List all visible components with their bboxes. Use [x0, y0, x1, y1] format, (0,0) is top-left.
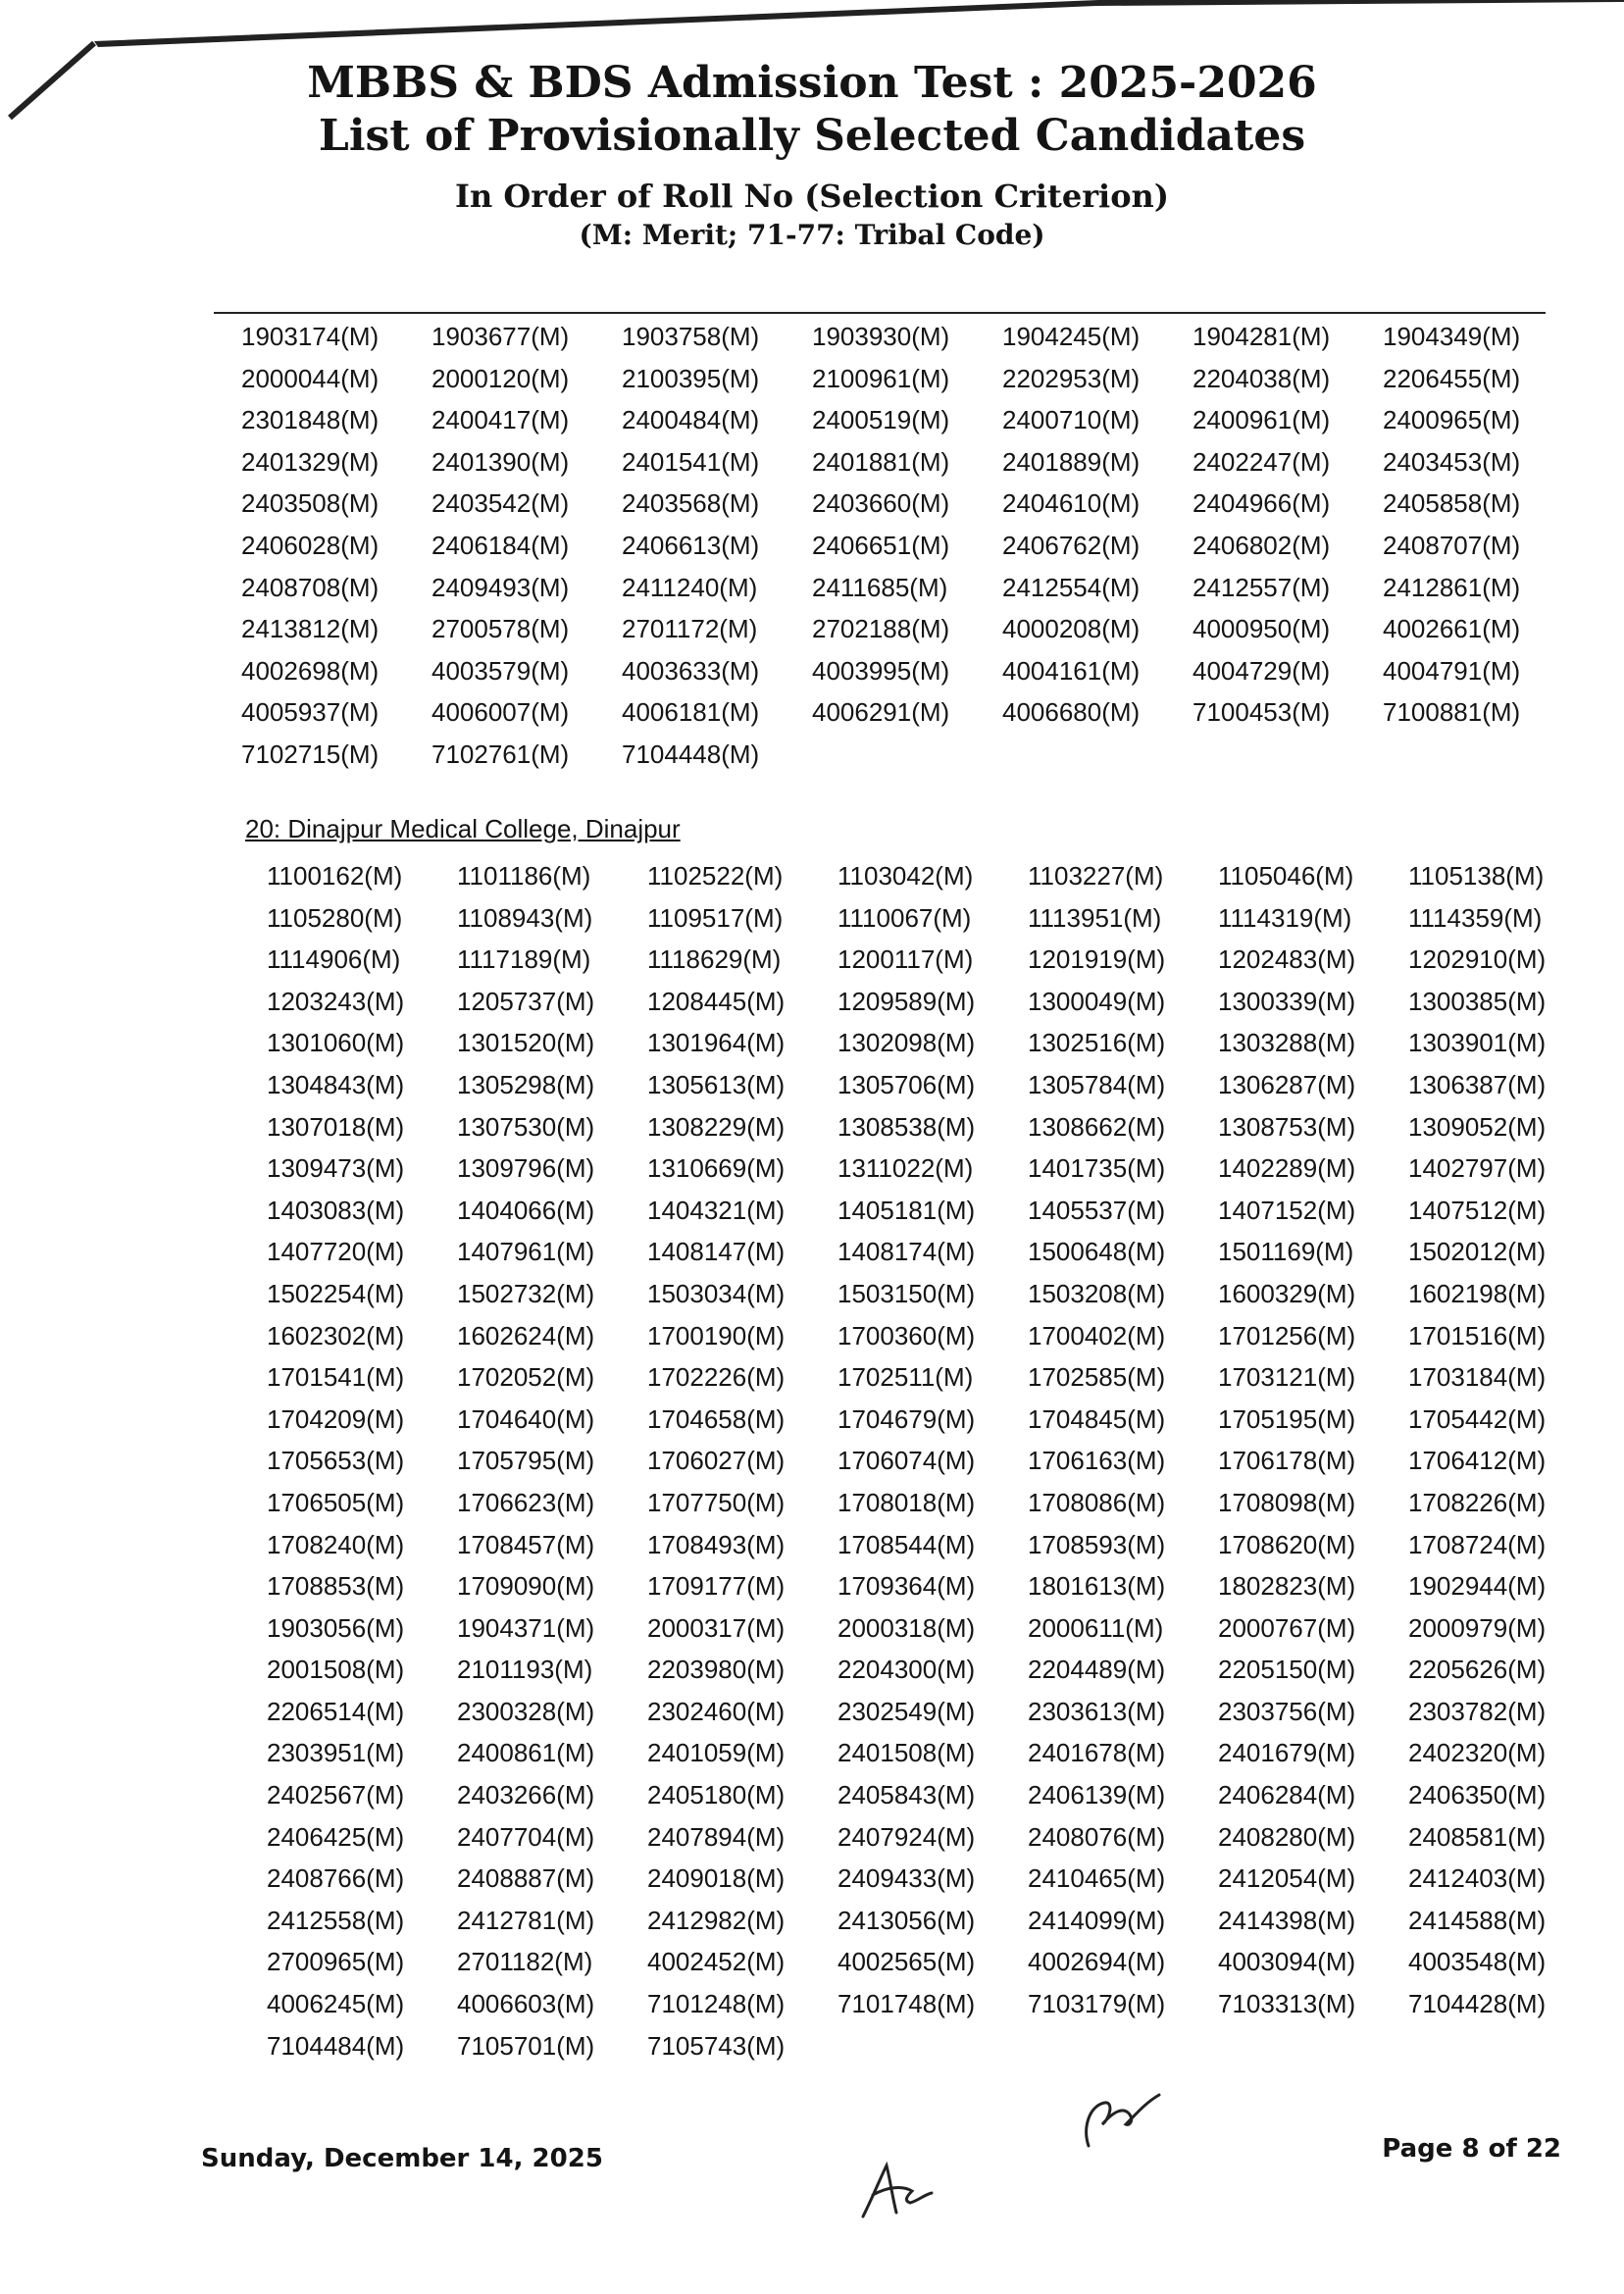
roll-number: 1300339(M)	[1218, 986, 1356, 1016]
roll-number: 1302516(M)	[1028, 1028, 1166, 1058]
roll-number: 1105280(M)	[267, 902, 403, 933]
roll-number: 1602624(M)	[457, 1320, 595, 1351]
roll-number: 2206514(M)	[267, 1696, 405, 1726]
roll-number: 1408174(M)	[837, 1237, 976, 1267]
roll-number: 2400417(M)	[431, 405, 570, 435]
roll-number: 1118629(M)	[647, 944, 782, 975]
roll-number: 4004791(M)	[1383, 655, 1521, 686]
roll-number: 1503150(M)	[837, 1278, 976, 1308]
roll-number: 2400710(M)	[1002, 405, 1141, 435]
roll-number: 1708226(M)	[1408, 1487, 1547, 1517]
roll-number: 4003548(M)	[1408, 1947, 1547, 1977]
roll-number: 2000318(M)	[837, 1612, 976, 1643]
roll-number: 1904349(M)	[1383, 322, 1521, 351]
roll-number: 1401735(M)	[1028, 1153, 1166, 1184]
roll-number: 2403660(M)	[812, 488, 950, 519]
roll-number: 2406284(M)	[1218, 1780, 1356, 1810]
roll-number: 7105743(M)	[647, 2030, 786, 2061]
roll-number: 2402567(M)	[267, 1780, 405, 1810]
roll-number: 4000208(M)	[1002, 614, 1141, 644]
roll-number: 2302549(M)	[837, 1696, 976, 1726]
roll-number: 4002698(M)	[241, 655, 380, 686]
roll-number: 2407704(M)	[457, 1821, 595, 1852]
roll-number: 1306387(M)	[1408, 1069, 1547, 1099]
roll-number: 2406028(M)	[241, 530, 380, 560]
roll-number: 1502254(M)	[267, 1278, 405, 1308]
roll-number: 2401541(M)	[622, 446, 760, 477]
roll-number: 1503034(M)	[647, 1278, 786, 1308]
roll-number: 2409493(M)	[431, 572, 570, 602]
code-legend: (M: Merit; 71-77: Tribal Code)	[579, 219, 1045, 252]
roll-number: 2405858(M)	[1383, 488, 1521, 519]
roll-number: 1110067(M)	[837, 902, 972, 933]
roll-number: 7100881(M)	[1383, 697, 1521, 728]
roll-number: 1203243(M)	[267, 986, 405, 1016]
roll-number: 1306287(M)	[1218, 1069, 1356, 1099]
roll-number: 2405180(M)	[647, 1780, 786, 1810]
roll-number: 2414398(M)	[1218, 1905, 1356, 1935]
roll-number: 1307530(M)	[457, 1111, 595, 1142]
roll-number: 1706027(M)	[647, 1446, 786, 1476]
roll-number: 1707750(M)	[647, 1487, 786, 1517]
roll-number: 1402289(M)	[1218, 1153, 1356, 1184]
roll-number: 2401059(M)	[647, 1738, 786, 1768]
roll-number: 2303756(M)	[1218, 1696, 1356, 1726]
roll-number: 2204038(M)	[1193, 363, 1331, 393]
roll-number: 1105046(M)	[1218, 861, 1354, 891]
roll-number: 1801613(M)	[1028, 1571, 1166, 1602]
roll-number: 2301848(M)	[241, 405, 380, 435]
roll-number: 1705653(M)	[267, 1446, 405, 1476]
roll-number: 1702052(M)	[457, 1362, 595, 1393]
roll-number: 2202953(M)	[1002, 363, 1141, 393]
roll-number: 2406425(M)	[267, 1821, 405, 1852]
roll-number: 1103227(M)	[1028, 861, 1164, 891]
roll-number: 1708493(M)	[647, 1529, 786, 1559]
roll-number: 4006680(M)	[1002, 697, 1141, 728]
page-number: Page 8 of 22	[1382, 2134, 1561, 2164]
roll-number: 2101193(M)	[457, 1655, 593, 1685]
roll-number: 2401881(M)	[812, 446, 950, 477]
roll-number: 2414099(M)	[1028, 1905, 1166, 1935]
roll-number: 1305298(M)	[457, 1069, 595, 1099]
roll-number: 4006291(M)	[812, 697, 950, 728]
roll-number: 4002694(M)	[1028, 1947, 1166, 1977]
footer-date: Sunday, December 14, 2025	[201, 2144, 603, 2173]
roll-number: 1703184(M)	[1408, 1362, 1547, 1393]
roll-number: 1502012(M)	[1408, 1237, 1547, 1267]
roll-number: 1706074(M)	[837, 1446, 976, 1476]
roll-number: 1903758(M)	[622, 322, 760, 351]
roll-number: 2408707(M)	[1383, 530, 1521, 560]
roll-number: 1309052(M)	[1408, 1111, 1547, 1142]
roll-number: 4006603(M)	[457, 1989, 595, 2019]
roll-number: 1902944(M)	[1408, 1571, 1547, 1602]
roll-number: 2401329(M)	[241, 446, 380, 477]
roll-number: 2300328(M)	[457, 1696, 595, 1726]
roll-number: 4002661(M)	[1383, 614, 1521, 644]
roll-number: 4002565(M)	[837, 1947, 976, 1977]
roll-number: 1602302(M)	[267, 1320, 405, 1351]
roll-number: 2100961(M)	[812, 363, 950, 393]
roll-number: 2401390(M)	[431, 446, 570, 477]
roll-number: 1308753(M)	[1218, 1111, 1356, 1142]
roll-number: 1708620(M)	[1218, 1529, 1356, 1559]
roll-number: 1200117(M)	[837, 944, 974, 975]
roll-number: 1307018(M)	[267, 1111, 405, 1142]
subtitle: In Order of Roll No (Selection Criterion)	[455, 178, 1169, 216]
roll-number: 1308662(M)	[1028, 1111, 1166, 1142]
roll-number: 1705795(M)	[457, 1446, 595, 1476]
roll-number: 4004161(M)	[1002, 655, 1141, 686]
roll-number: 2700578(M)	[431, 614, 570, 644]
roll-number: 1903056(M)	[267, 1612, 405, 1643]
roll-number: 1704209(M)	[267, 1403, 405, 1434]
roll-number: 1105138(M)	[1408, 861, 1545, 891]
roll-number: 1114906(M)	[267, 944, 401, 975]
roll-number: 2400861(M)	[457, 1738, 595, 1768]
roll-number: 1404066(M)	[457, 1195, 595, 1225]
roll-number: 1706505(M)	[267, 1487, 405, 1517]
roll-number: 1903930(M)	[812, 322, 950, 351]
roll-number: 2700965(M)	[267, 1947, 405, 1977]
roll-number: 1309473(M)	[267, 1153, 405, 1184]
roll-number: 2409018(M)	[647, 1863, 786, 1894]
roll-number: 2203980(M)	[647, 1655, 786, 1685]
roll-number: 2406350(M)	[1408, 1780, 1547, 1810]
roll-number: 1702511(M)	[837, 1362, 974, 1393]
roll-number: 2100395(M)	[622, 363, 760, 393]
roll-number: 1402797(M)	[1408, 1153, 1547, 1184]
roll-number: 1708457(M)	[457, 1529, 595, 1559]
roll-number: 2412861(M)	[1383, 572, 1521, 602]
roll-number: 4002452(M)	[647, 1947, 786, 1977]
roll-number: 4003579(M)	[431, 655, 570, 686]
roll-number: 1301964(M)	[647, 1028, 786, 1058]
document-header	[0, 57, 1624, 251]
roll-number: 2400519(M)	[812, 405, 950, 435]
roll-number: 1208445(M)	[647, 986, 786, 1016]
roll-number: 2000120(M)	[431, 363, 570, 393]
roll-number: 1705195(M)	[1218, 1403, 1356, 1434]
roll-number: 2000044(M)	[241, 363, 380, 393]
roll-number: 2412781(M)	[457, 1905, 595, 1935]
roll-number: 1305706(M)	[837, 1069, 976, 1099]
roll-number: 1301520(M)	[457, 1028, 595, 1058]
roll-number: 2409433(M)	[837, 1863, 976, 1894]
roll-number: 1114359(M)	[1408, 902, 1543, 933]
roll-number: 2412558(M)	[267, 1905, 405, 1935]
roll-number: 7101248(M)	[647, 1989, 786, 2019]
roll-number: 2412554(M)	[1002, 572, 1141, 602]
roll-number: 2414588(M)	[1408, 1905, 1547, 1935]
roll-number: 1708593(M)	[1028, 1529, 1166, 1559]
roll-number: 1202910(M)	[1408, 944, 1547, 975]
roll-number: 1700402(M)	[1028, 1320, 1166, 1351]
roll-number: 1305784(M)	[1028, 1069, 1166, 1099]
roll-number: 1802823(M)	[1218, 1571, 1356, 1602]
roll-number: 1300049(M)	[1028, 986, 1166, 1016]
roll-number: 1704640(M)	[457, 1403, 595, 1434]
roll-number: 1600329(M)	[1218, 1278, 1356, 1308]
roll-number: 1302098(M)	[837, 1028, 976, 1058]
roll-number: 2303782(M)	[1408, 1696, 1547, 1726]
roll-number: 2412557(M)	[1193, 572, 1331, 602]
roll-number: 2205626(M)	[1408, 1655, 1547, 1685]
roll-number: 1903677(M)	[431, 322, 570, 351]
roll-number: 1103042(M)	[837, 861, 974, 891]
roll-number: 2406184(M)	[431, 530, 570, 560]
roll-number: 4004729(M)	[1193, 655, 1331, 686]
roll-number: 2001508(M)	[267, 1655, 405, 1685]
roll-number: 1305613(M)	[647, 1069, 786, 1099]
roll-number: 1701541(M)	[267, 1362, 405, 1393]
roll-grid-dinajpur	[267, 855, 1599, 2066]
roll-number: 2404610(M)	[1002, 488, 1141, 519]
roll-number: 7104428(M)	[1408, 1989, 1547, 2019]
roll-number: 1407720(M)	[267, 1237, 405, 1267]
roll-number: 2204300(M)	[837, 1655, 976, 1685]
roll-number: 1700360(M)	[837, 1320, 976, 1351]
roll-number: 2302460(M)	[647, 1696, 786, 1726]
roll-number: 2403508(M)	[241, 488, 380, 519]
title-line-2: List of Provisionally Selected Candidates	[318, 110, 1306, 161]
roll-number: 2406762(M)	[1002, 530, 1141, 560]
signature-1	[1075, 2089, 1173, 2158]
roll-number: 1300385(M)	[1408, 986, 1547, 1016]
roll-number: 1407961(M)	[457, 1237, 595, 1267]
roll-number: 7105701(M)	[457, 2030, 595, 2061]
college-heading: 20: Dinajpur Medical College, Dinajpur	[245, 814, 681, 843]
roll-grid-previous-college	[241, 316, 1573, 776]
roll-number: 1700190(M)	[647, 1320, 786, 1351]
roll-number: 1709177(M)	[647, 1571, 786, 1602]
roll-number: 4005937(M)	[241, 697, 380, 728]
roll-number: 1201919(M)	[1028, 944, 1166, 975]
roll-number: 4006245(M)	[267, 1989, 405, 2019]
roll-number: 1301060(M)	[267, 1028, 405, 1058]
roll-number: 2402247(M)	[1193, 446, 1331, 477]
roll-number: 1308538(M)	[837, 1111, 976, 1142]
roll-number: 1311022(M)	[837, 1153, 974, 1184]
roll-number: 1309796(M)	[457, 1153, 595, 1184]
roll-number: 1109517(M)	[647, 902, 784, 933]
roll-number: 2411685(M)	[812, 572, 948, 602]
roll-number: 1303901(M)	[1408, 1028, 1547, 1058]
roll-number: 2400965(M)	[1383, 405, 1521, 435]
roll-number: 1704658(M)	[647, 1403, 786, 1434]
roll-number: 2412054(M)	[1218, 1863, 1356, 1894]
roll-number: 1708086(M)	[1028, 1487, 1166, 1517]
roll-number: 1602198(M)	[1408, 1278, 1547, 1308]
roll-number: 2702188(M)	[812, 614, 950, 644]
roll-number: 1408147(M)	[647, 1237, 786, 1267]
roll-number: 1405181(M)	[837, 1195, 976, 1225]
roll-number: 1708018(M)	[837, 1487, 976, 1517]
roll-number: 1704845(M)	[1028, 1403, 1166, 1434]
roll-number: 7104448(M)	[622, 739, 760, 769]
roll-number: 2206455(M)	[1383, 363, 1521, 393]
roll-number: 1708724(M)	[1408, 1529, 1547, 1559]
roll-number: 2404966(M)	[1193, 488, 1331, 519]
roll-number: 7101748(M)	[837, 1989, 976, 2019]
roll-number: 7102715(M)	[241, 739, 380, 769]
roll-number: 2403266(M)	[457, 1780, 595, 1810]
roll-number: 1702226(M)	[647, 1362, 786, 1393]
roll-number: 4006007(M)	[431, 697, 570, 728]
roll-number: 2303613(M)	[1028, 1696, 1166, 1726]
roll-number: 1407152(M)	[1218, 1195, 1356, 1225]
roll-number: 1903174(M)	[241, 322, 380, 351]
roll-number: 1303288(M)	[1218, 1028, 1356, 1058]
roll-number: 2403453(M)	[1383, 446, 1521, 477]
roll-number: 2000767(M)	[1218, 1612, 1356, 1643]
roll-number: 1404321(M)	[647, 1195, 786, 1225]
roll-number: 1904245(M)	[1002, 322, 1141, 351]
roll-number: 1904371(M)	[457, 1612, 595, 1643]
roll-number: 7104484(M)	[267, 2030, 405, 2061]
roll-number: 1706412(M)	[1408, 1446, 1547, 1476]
roll-number: 1407512(M)	[1408, 1195, 1547, 1225]
roll-number: 7103179(M)	[1028, 1989, 1166, 2019]
roll-number: 1114319(M)	[1218, 902, 1352, 933]
roll-number: 1502732(M)	[457, 1278, 595, 1308]
roll-number: 1708853(M)	[267, 1571, 405, 1602]
roll-number: 2403542(M)	[431, 488, 570, 519]
roll-number: 1209589(M)	[837, 986, 976, 1016]
roll-number: 2408076(M)	[1028, 1821, 1166, 1852]
roll-number: 1705442(M)	[1408, 1403, 1547, 1434]
header-rule	[214, 312, 1546, 314]
roll-number: 2701172(M)	[622, 614, 758, 644]
roll-number: 1202483(M)	[1218, 944, 1356, 975]
roll-number: 2405843(M)	[837, 1780, 976, 1810]
roll-number: 7103313(M)	[1218, 1989, 1356, 2019]
roll-number: 2401889(M)	[1002, 446, 1141, 477]
roll-number: 2406802(M)	[1193, 530, 1331, 560]
roll-number: 1706163(M)	[1028, 1446, 1166, 1476]
roll-number: 1904281(M)	[1193, 322, 1331, 351]
roll-number: 2413056(M)	[837, 1905, 976, 1935]
roll-number: 1308229(M)	[647, 1111, 786, 1142]
roll-number: 1701256(M)	[1218, 1320, 1356, 1351]
roll-number: 2408887(M)	[457, 1863, 595, 1894]
roll-number: 2406651(M)	[812, 530, 950, 560]
roll-number: 2407924(M)	[837, 1821, 976, 1852]
roll-number: 1706623(M)	[457, 1487, 595, 1517]
roll-number: 2400961(M)	[1193, 405, 1331, 435]
title-line-1: MBBS & BDS Admission Test : 2025-2026	[307, 58, 1317, 108]
roll-number: 1501169(M)	[1218, 1237, 1354, 1267]
roll-number: 2408280(M)	[1218, 1821, 1356, 1852]
roll-number: 1503208(M)	[1028, 1278, 1166, 1308]
roll-number: 1403083(M)	[267, 1195, 405, 1225]
roll-number: 2408766(M)	[267, 1863, 405, 1894]
roll-number: 1706178(M)	[1218, 1446, 1356, 1476]
roll-number: 1102522(M)	[647, 861, 784, 891]
roll-number: 1708098(M)	[1218, 1487, 1356, 1517]
roll-number: 1704679(M)	[837, 1403, 976, 1434]
roll-number: 4006181(M)	[622, 697, 760, 728]
roll-number: 2401508(M)	[837, 1738, 976, 1768]
roll-number: 1304843(M)	[267, 1069, 405, 1099]
roll-number: 1703121(M)	[1218, 1362, 1356, 1393]
roll-number: 1101186(M)	[457, 861, 591, 891]
roll-number: 1310669(M)	[647, 1153, 786, 1184]
roll-number: 2408708(M)	[241, 572, 380, 602]
roll-number: 1117189(M)	[457, 944, 591, 975]
roll-number: 2410465(M)	[1028, 1863, 1166, 1894]
roll-number: 2406139(M)	[1028, 1780, 1166, 1810]
roll-number: 2412982(M)	[647, 1905, 786, 1935]
signature-2	[853, 2158, 941, 2226]
roll-number: 7102761(M)	[431, 739, 570, 769]
roll-number: 1205737(M)	[457, 986, 595, 1016]
roll-number: 1500648(M)	[1028, 1237, 1166, 1267]
roll-number: 2406613(M)	[622, 530, 760, 560]
roll-number: 1709090(M)	[457, 1571, 595, 1602]
roll-number: 2204489(M)	[1028, 1655, 1166, 1685]
roll-number: 4003633(M)	[622, 655, 760, 686]
roll-number: 2401679(M)	[1218, 1738, 1356, 1768]
roll-number: 2407894(M)	[647, 1821, 786, 1852]
roll-number: 4003094(M)	[1218, 1947, 1356, 1977]
roll-number: 1701516(M)	[1408, 1320, 1547, 1351]
roll-number: 1113951(M)	[1028, 902, 1162, 933]
roll-number: 1405537(M)	[1028, 1195, 1166, 1225]
roll-number: 1108943(M)	[457, 902, 593, 933]
roll-number: 4000950(M)	[1193, 614, 1331, 644]
roll-number: 2402320(M)	[1408, 1738, 1547, 1768]
roll-number: 2701182(M)	[457, 1947, 593, 1977]
roll-number: 2000317(M)	[647, 1612, 786, 1643]
roll-number: 2303951(M)	[267, 1738, 405, 1768]
roll-number: 2401678(M)	[1028, 1738, 1166, 1768]
roll-number: 2403568(M)	[622, 488, 760, 519]
roll-number: 1708240(M)	[267, 1529, 405, 1559]
roll-number: 2400484(M)	[622, 405, 760, 435]
roll-number: 4003995(M)	[812, 655, 950, 686]
roll-number: 2000611(M)	[1028, 1612, 1164, 1643]
roll-number: 1709364(M)	[837, 1571, 976, 1602]
roll-number: 1100162(M)	[267, 861, 403, 891]
roll-number: 1702585(M)	[1028, 1362, 1166, 1393]
roll-number: 2408581(M)	[1408, 1821, 1547, 1852]
roll-number: 2000979(M)	[1408, 1612, 1547, 1643]
roll-number: 2411240(M)	[622, 572, 758, 602]
roll-number: 2412403(M)	[1408, 1863, 1547, 1894]
roll-number: 2205150(M)	[1218, 1655, 1356, 1685]
roll-number: 7100453(M)	[1193, 697, 1331, 728]
roll-number: 1708544(M)	[837, 1529, 976, 1559]
roll-number: 2413812(M)	[241, 614, 380, 644]
